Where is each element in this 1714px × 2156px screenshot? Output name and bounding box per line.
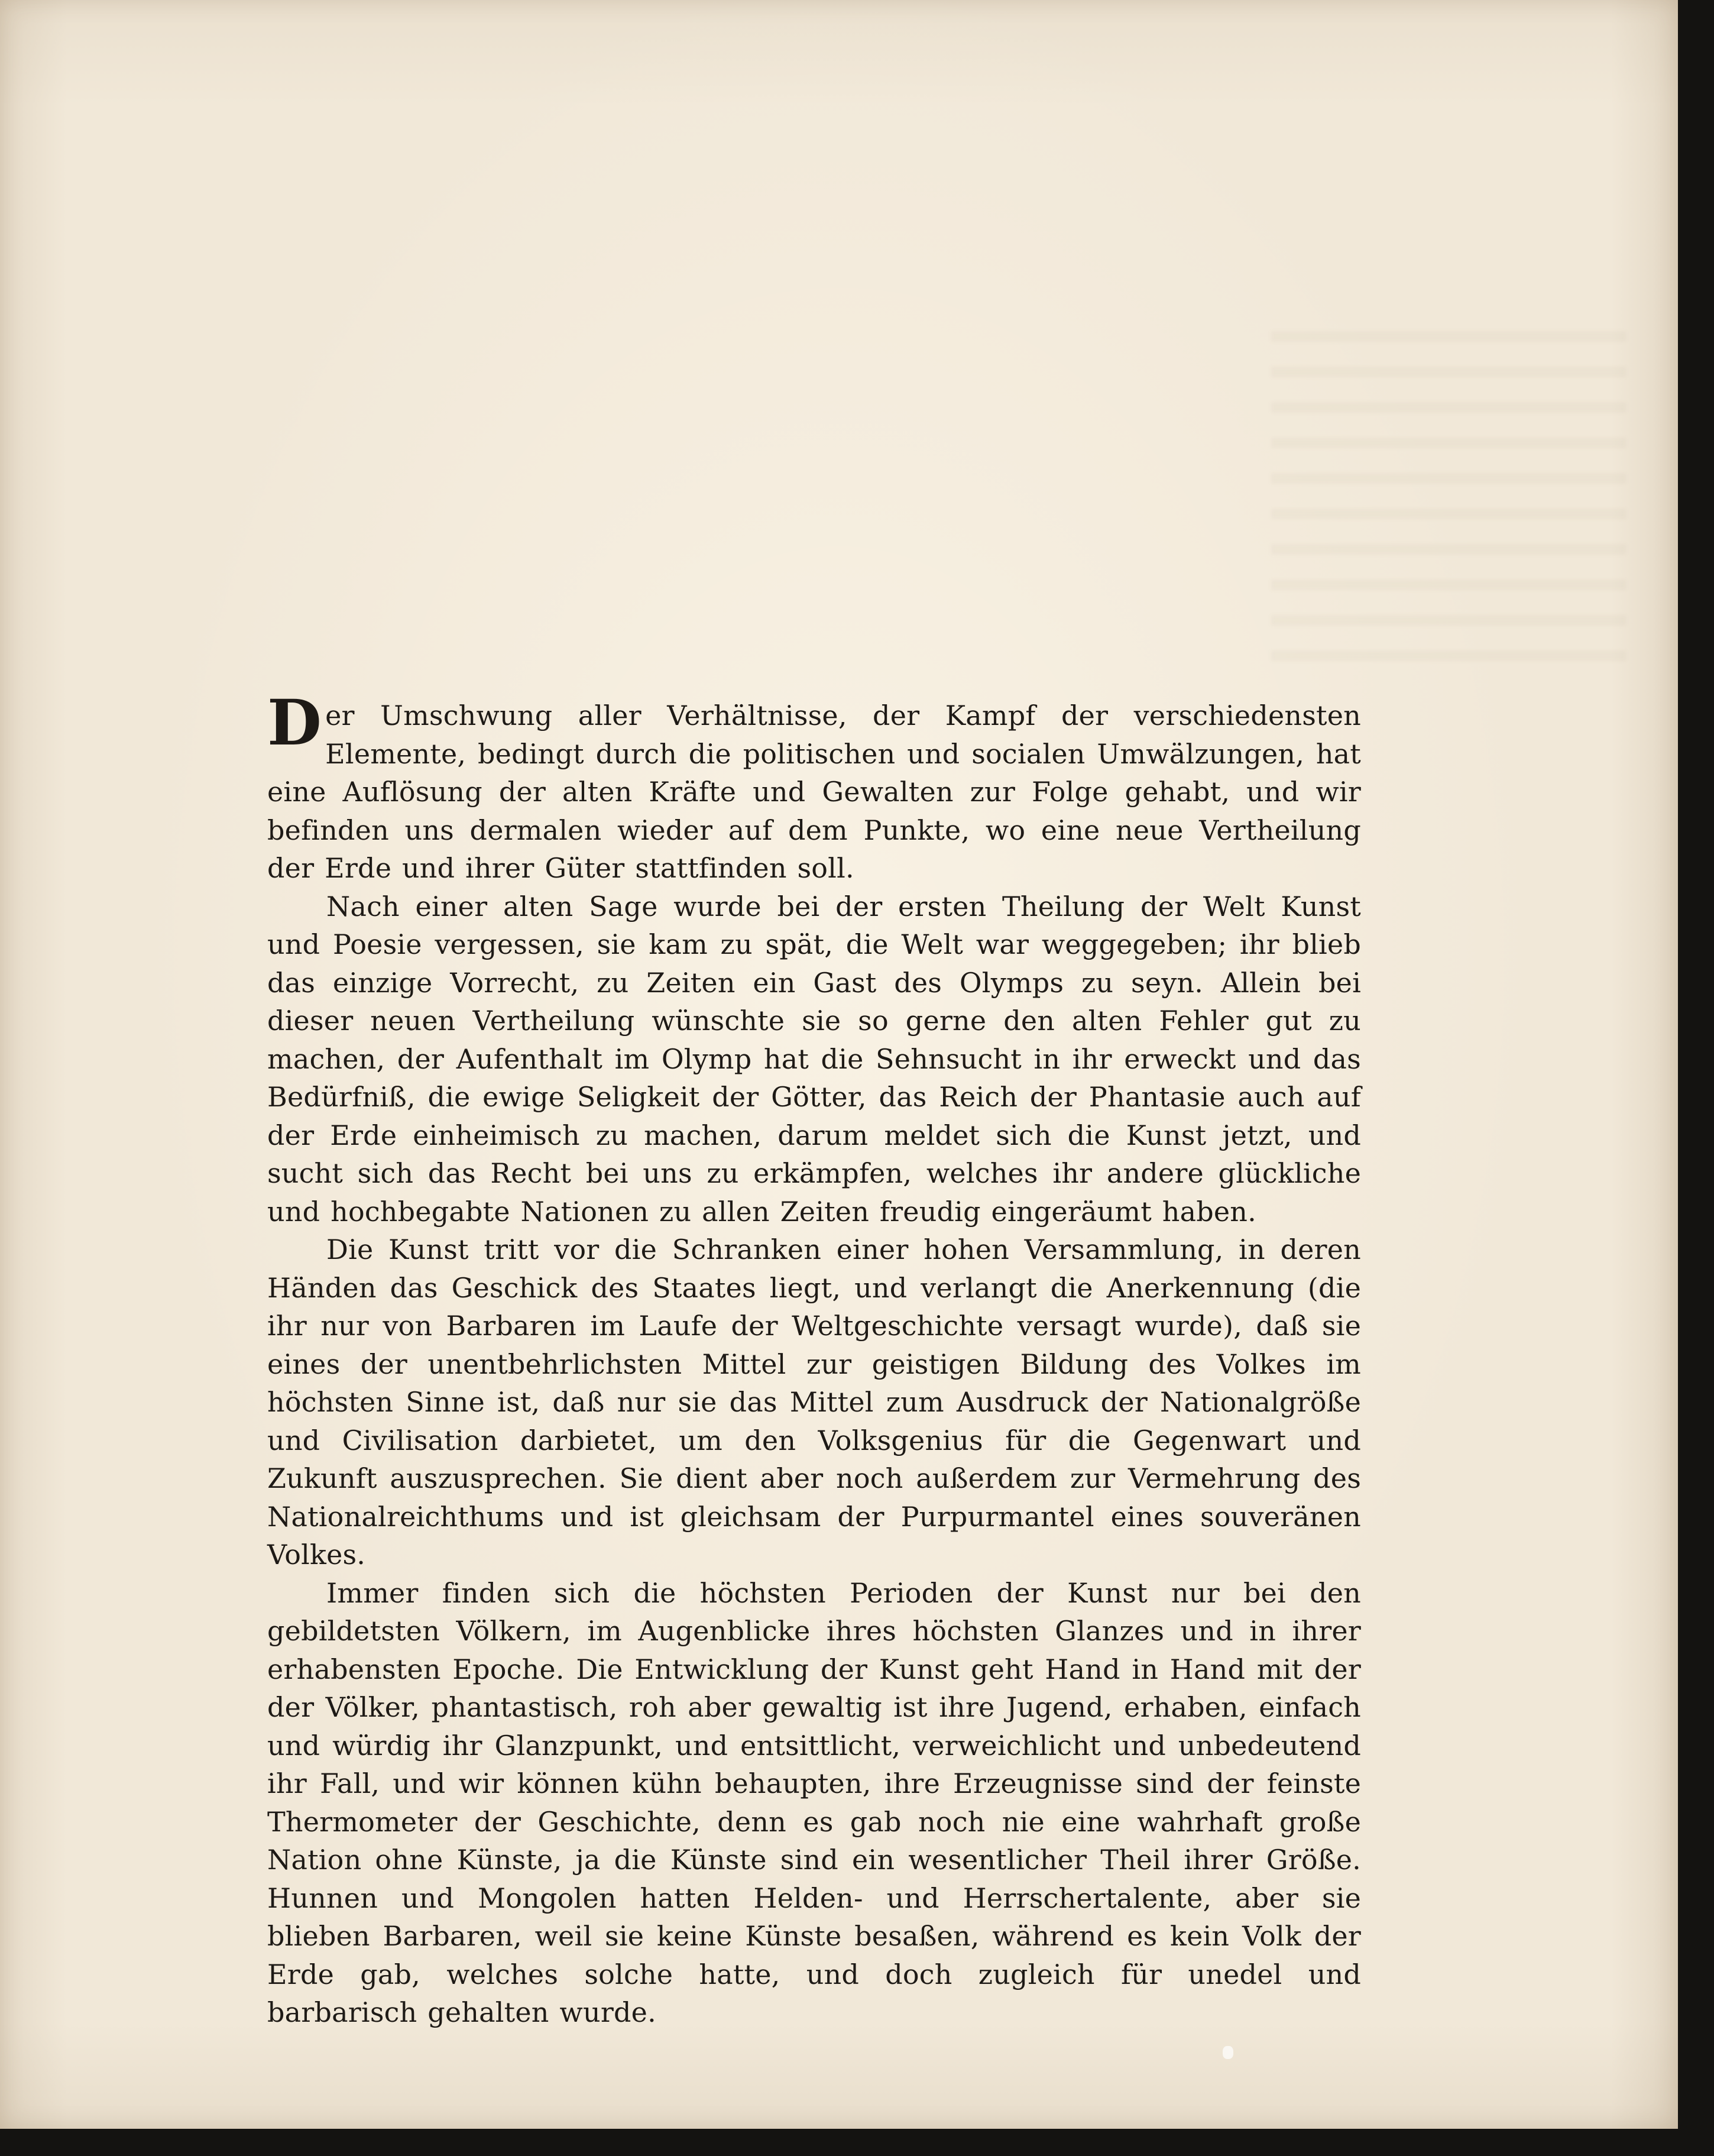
paragraph-2: Nach einer alten Sage wurde bei der ersten Theilung der Welt Kunst und Poesie vergessen, sie kam zu spät, die Welt war weggegeben; ihr blieb das einzige Vorrecht, zu Zeiten ein Gast des Olymps zu seyn. Allein bei dieser neuen Vertheilung wünschte sie so gerne den alten Fehler gut zu machen, der Aufenthalt im Olymp hat die Sehnsucht in ihr erweckt und das Bedürfniß, die ewige Seligkeit der Götter, das Reich der Phantasie auch auf der Erde einheimisch zu machen, darum meldet sich die Kunst jetzt, und sucht sich das Recht bei uns zu erkämpfen, welches ihr andere glückliche und hochbegabte Nationen zu allen Zeiten freudig eingeräumt haben.	[267, 890, 1361, 1228]
paragraph-4: Immer finden sich die höchsten Perioden der Kunst nur bei den gebildetsten Völkern, im Augenblicke ihres höchsten Glanzes und in ihrer erhabensten Epoche. Die Entwicklung der Kunst geht Hand in Hand mit der der Völker, phantastisch, roh aber gewaltig ist ihre Jugend, erhaben, einfach und würdig ihr Glanzpunkt, und entsittlicht, verweichlicht und unbedeutend ihr Fall, und wir können kühn behaupten, ihre Erzeugnisse sind der feinste Thermometer der Geschichte, denn es gab noch nie eine wahrhaft große Nation ohne Künste, ja die Künste sind ein wesentlicher Theil ihrer Größe. Hunnen und Mongolen hatten Helden- und Herrschertalente, aber sie blieben Barbaren, weil sie keine Künste besaßen, während es kein Volk der Erde gab, welches solche hatte, und doch zugleich für unedel und barbarisch gehalten wurde.	[267, 1576, 1361, 2028]
drop-cap: D	[267, 685, 322, 759]
bleed-through-shadow	[1271, 331, 1626, 662]
scan-border-bottom	[0, 2129, 1678, 2156]
paragraph-1-text: er Umschwung aller Verhältnisse, der Kampf der verschiedensten Elemente, bedingt durch die politischen und socialen Umwälzungen, hat eine Auflösung der alten Kräfte und Gewalten zur Folge gehabt, und wir befinden uns dermalen wieder auf dem Punkte, wo eine neue Vertheilung der Erde und ihrer Güter stattfinden soll.	[267, 700, 1361, 884]
body-text	[267, 685, 1361, 2032]
paper-speck	[1223, 2046, 1233, 2059]
paragraph-3: Die Kunst tritt vor die Schranken einer hohen Versammlung, in deren Händen das Geschick des Staates liegt, und verlangt die Anerkennung (die ihr nur von Barbaren im Laufe der Weltgeschichte versagt wurde), daß sie eines der unentbehrlichsten Mittel zur geistigen Bildung des Volkes im höchsten Sinne ist, daß nur sie das Mittel zum Ausdruck der Nationalgröße und Civilisation darbietet, um den Volksgenius für die Gegenwart und Zukunft auszusprechen. Sie dient aber noch außerdem zur Vermehrung des Nationalreichthums und ist gleichsam der Purpurmantel eines souveränen Volkes.	[267, 1234, 1361, 1571]
scan-border-right	[1678, 0, 1714, 2156]
paragraph-1	[267, 685, 1361, 888]
